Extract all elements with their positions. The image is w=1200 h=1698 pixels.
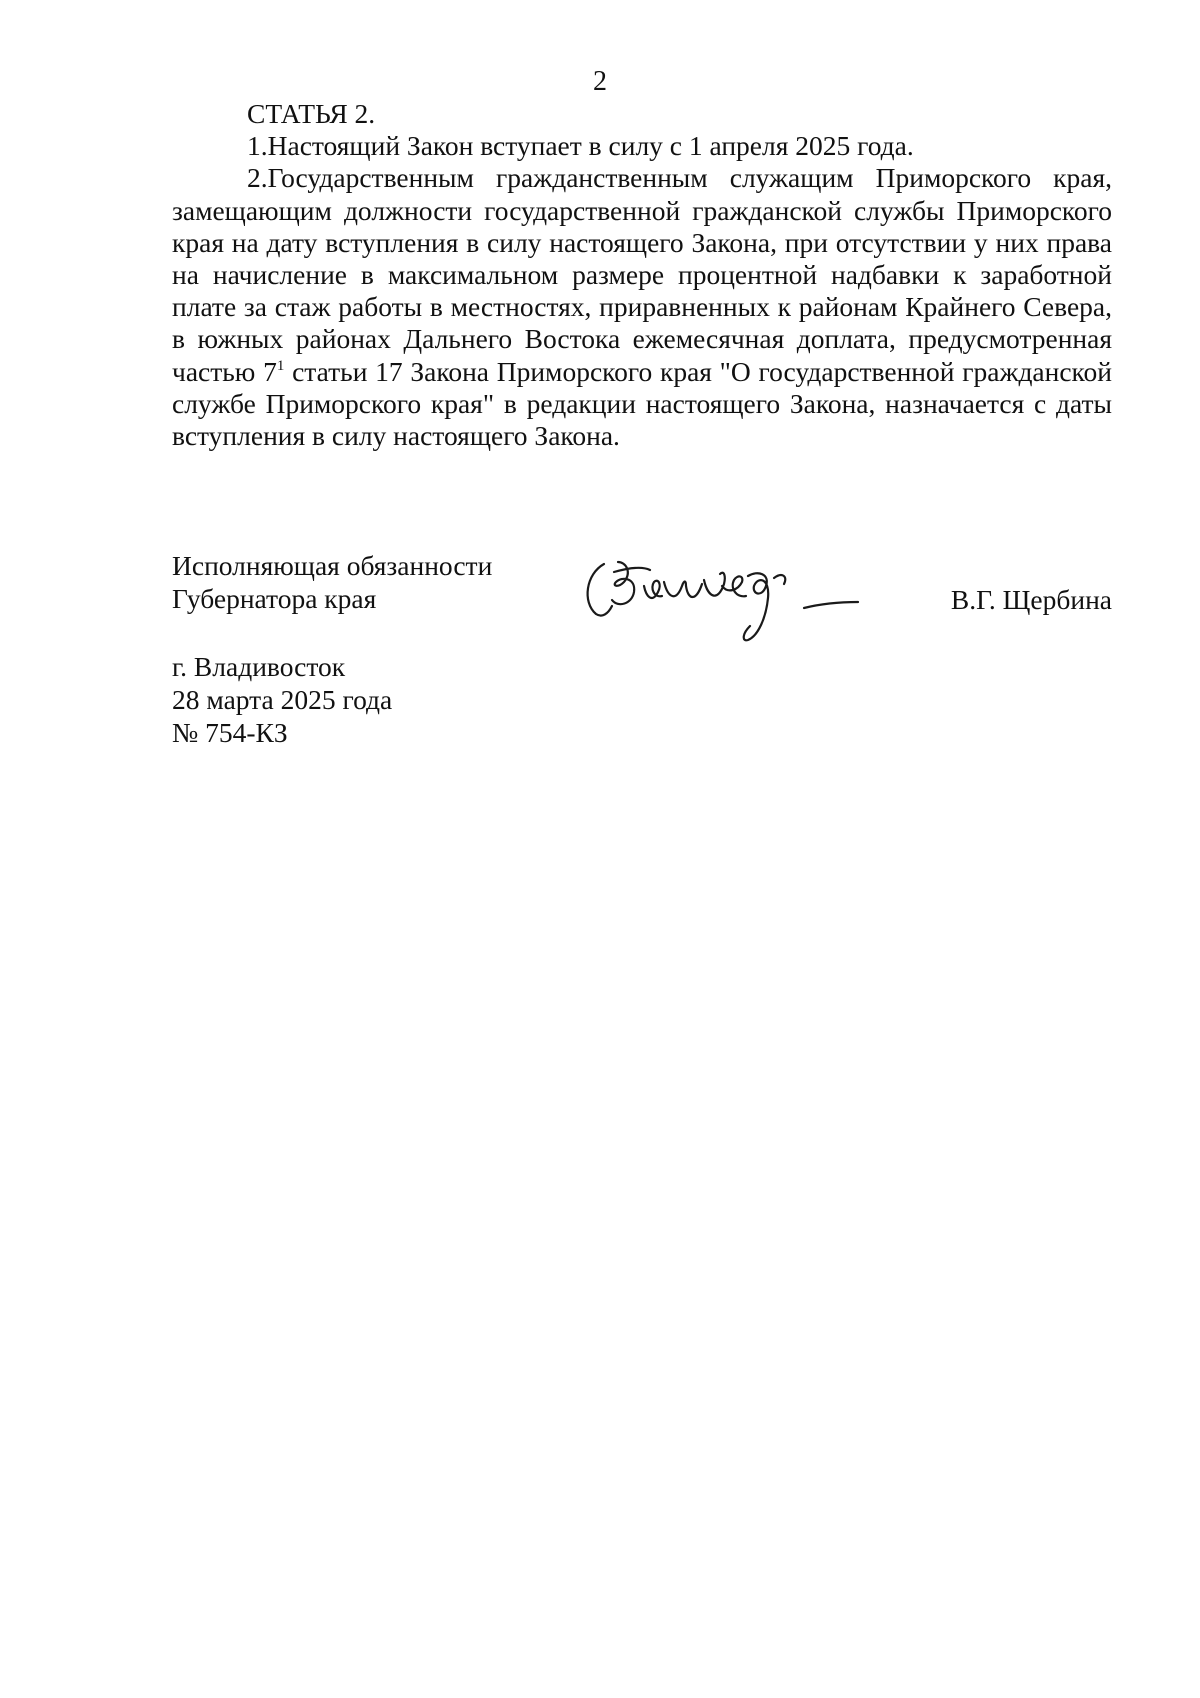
signer-position-line-1: Исполняющая обязанности: [172, 550, 493, 581]
article-paragraph-1: 1.Настоящий Закон вступает в силу с 1 апреля 2025 года.: [247, 130, 914, 162]
article-paragraph-2: [172, 162, 1112, 452]
paragraph-2-superscript: 1: [276, 357, 285, 374]
signer-position-line-2: Губернатора края: [172, 582, 377, 614]
page-number: 2: [593, 66, 607, 97]
article-body: [172, 98, 1112, 452]
issue-city: г. Владивосток: [172, 651, 346, 682]
signer-position: [172, 550, 492, 615]
article-title: СТАТЬЯ 2.: [247, 98, 376, 129]
handwritten-signature-icon: [572, 542, 892, 652]
paragraph-2-text-start: 2.Государственным гражданственным служащим Приморского края, замещающим должности государственной гражданской службы Приморского края на дату вступления в силу настоящего Закона, при отсутствии у них права на начисление в максимальном размере процентной надбавки к заработной плате за стаж работы в местностях, приравненных к районам Крайнего Севера, в южных районах Дальнего Востока ежемесячная доплата, предусмотренная частью 7: [172, 162, 1112, 387]
paragraph-2-text-end: статьи 17 Закона Приморского края "О государственной гражданской службе Приморского края" в редакции настоящего Закона, назначается с даты вступления в силу настоящего Закона.: [172, 355, 1112, 452]
issue-details: [172, 650, 392, 749]
law-number: № 754-КЗ: [172, 717, 288, 748]
issue-date: 28 марта 2025 года: [172, 684, 393, 715]
signature-block: [172, 550, 1112, 650]
signer-name: В.Г. Щербина: [950, 584, 1112, 615]
